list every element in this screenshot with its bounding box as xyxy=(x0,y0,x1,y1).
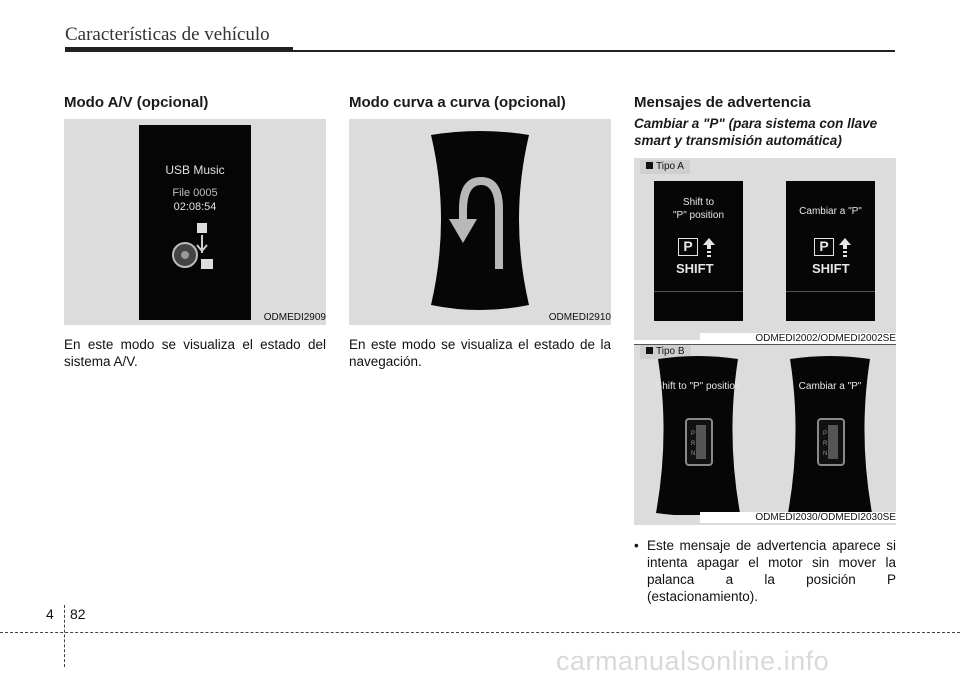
type-b-label: Tipo B xyxy=(656,346,685,357)
turn-by-turn-heading: Modo curva a curva (opcional) xyxy=(349,94,566,111)
type-a-caption: ODMEDI2002/ODMEDI2002SE xyxy=(700,333,896,344)
av-mode-figure xyxy=(64,119,326,325)
av-mode-body: En este modo se visualiza el estado del sistema A/V. xyxy=(64,337,326,369)
turn-by-turn-body: En este modo se visualiza el estado de la navegación. xyxy=(349,337,611,369)
screen-divider xyxy=(786,291,875,292)
type-a-screen-en xyxy=(654,181,743,321)
p-indicator-icon: P xyxy=(678,238,698,256)
turn-by-turn-caption: ODMEDI2910 xyxy=(548,312,611,323)
usb-music-screen xyxy=(139,125,251,320)
usb-title: USB Music xyxy=(165,163,225,177)
watermark: carmanualsonline.info xyxy=(556,646,830,676)
svg-text:P: P xyxy=(823,431,828,437)
type-b-msg-en: Shift to "P" position xyxy=(655,381,741,392)
type-b-screen-en-shape xyxy=(648,355,748,515)
square-bullet-icon xyxy=(646,347,653,354)
type-a-tag xyxy=(640,160,690,174)
page-number: 82 xyxy=(70,606,86,622)
footer-divider xyxy=(64,605,65,667)
square-bullet-icon xyxy=(646,162,653,169)
av-mode-heading: Modo A/V (opcional) xyxy=(64,94,209,111)
type-b-caption: ODMEDI2030/ODMEDI2030SE xyxy=(700,512,896,523)
screen-divider xyxy=(654,291,743,292)
shift-to-p-subheading: Cambiar a "P" (para sistema con llave smart y transmisión automática) xyxy=(634,116,878,148)
type-b-msg-es: Cambiar a "P" xyxy=(798,381,862,392)
type-a-msg-en: Shift to "P" position xyxy=(672,197,724,221)
type-a-msg-es: Cambiar a "P" xyxy=(799,206,862,217)
header-title: Características de vehículo xyxy=(65,24,270,45)
shift-label: SHIFT xyxy=(676,261,714,276)
usb-disc-icon xyxy=(169,223,224,273)
usb-time: 02:08:54 xyxy=(173,201,217,213)
header-rule xyxy=(65,50,895,52)
type-a-screen-es xyxy=(786,181,875,321)
arrow-up-icon xyxy=(839,238,851,258)
footer-rule xyxy=(0,632,960,633)
warning-bullet-text: Este mensaje de advertencia aparece si intenta apagar el motor sin mover la palanca a la posición P (estacionamiento). xyxy=(647,538,896,604)
usb-file: File 0005 xyxy=(172,187,218,199)
svg-text:P: P xyxy=(691,431,696,437)
type-b-figure xyxy=(634,345,896,525)
svg-text:R: R xyxy=(691,441,696,447)
svg-text:N: N xyxy=(691,451,696,457)
bullet-dot: • xyxy=(634,538,639,553)
warning-messages-heading: Mensajes de advertencia xyxy=(634,94,811,111)
svg-text:R: R xyxy=(823,441,828,447)
turn-by-turn-figure xyxy=(349,119,611,325)
shift-label: SHIFT xyxy=(812,261,850,276)
type-a-label: Tipo A xyxy=(656,161,684,172)
chapter-number: 4 xyxy=(46,606,54,622)
svg-text:N: N xyxy=(823,451,828,457)
type-a-figure xyxy=(634,158,896,340)
arrow-up-icon xyxy=(703,238,715,258)
type-b-screen-es-shape xyxy=(780,355,880,515)
p-indicator-icon: P xyxy=(814,238,834,256)
turn-display-image xyxy=(349,119,611,325)
av-mode-caption: ODMEDI2909 xyxy=(263,312,326,323)
